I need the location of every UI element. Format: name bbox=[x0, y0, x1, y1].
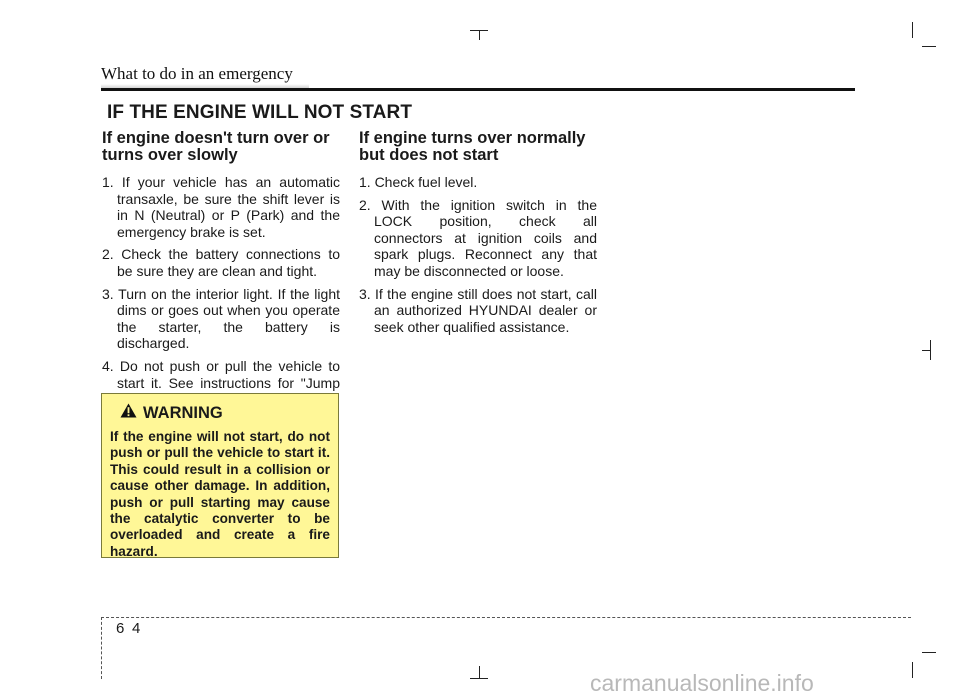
left-column-heading: If engine doesn't turn over or turns over slowly bbox=[102, 129, 330, 164]
crop-mark-bottom-right-v bbox=[912, 662, 913, 678]
left-column bbox=[102, 130, 340, 414]
left-steps-list bbox=[102, 174, 340, 408]
warning-title: WARNING bbox=[143, 403, 223, 422]
crop-mark-top-right-h bbox=[922, 46, 936, 47]
page-number: 4 bbox=[132, 620, 141, 637]
crop-mark-bottom-right-h bbox=[922, 652, 936, 653]
right-column-heading: If engine turns over normally but does not start bbox=[359, 129, 586, 164]
footer-rule bbox=[101, 617, 911, 618]
crop-mark-top-center-v bbox=[479, 30, 480, 40]
crop-mark-bottom-center-h bbox=[470, 678, 488, 679]
chapter-number: 6 bbox=[116, 620, 125, 637]
list-item: 1. If your vehicle has an automatic transaxle, be sure the shift lever is in N (Neutral) or P (Park) and the emergency brake is set. bbox=[102, 174, 340, 240]
crop-mark-right-center-h bbox=[922, 350, 931, 351]
warning-header bbox=[120, 403, 330, 423]
list-item: 4. Do not push or pull the vehicle to start it. See instructions for "Jump bbox=[102, 357, 340, 391]
crop-mark-top-right-v bbox=[912, 22, 913, 38]
list-item: 3. If the engine still does not start, call an authorized HYUNDAI dealer or seek other qualified assistance. bbox=[359, 285, 597, 335]
list-item: 2. Check the battery connections to be sure they are clean and tight. bbox=[102, 246, 340, 279]
chapter-title: What to do in an emergency bbox=[101, 64, 293, 83]
footer-vertical-rule bbox=[101, 617, 102, 679]
right-steps-list bbox=[359, 174, 597, 335]
section-title: IF THE ENGINE WILL NOT START bbox=[107, 102, 413, 123]
warning-triangle-icon bbox=[120, 403, 137, 423]
header-rule bbox=[101, 88, 855, 91]
watermark: carmanualsonline.info bbox=[590, 670, 814, 696]
list-item: 2. With the ignition switch in the LOCK position, check all connectors at ignition coils and spark plugs. Reconnect any that may be disconnected or loose. bbox=[359, 196, 597, 279]
list-item: 1. Check fuel level. bbox=[359, 174, 478, 190]
crop-mark-bottom-center-v bbox=[479, 666, 480, 678]
warning-body: If the engine will not start, do not push or pull the vehicle to start it. This could result in a collision or cause other damage. In addition, push or pull starting may cause the catalytic converter to be overloaded and create a fire hazard. bbox=[110, 429, 330, 559]
right-column bbox=[359, 130, 597, 341]
list-item: 3. Turn on the interior light. If the light dims or goes out when you operate the starter, the battery is discharged. bbox=[102, 285, 340, 352]
warning-box bbox=[101, 393, 339, 558]
